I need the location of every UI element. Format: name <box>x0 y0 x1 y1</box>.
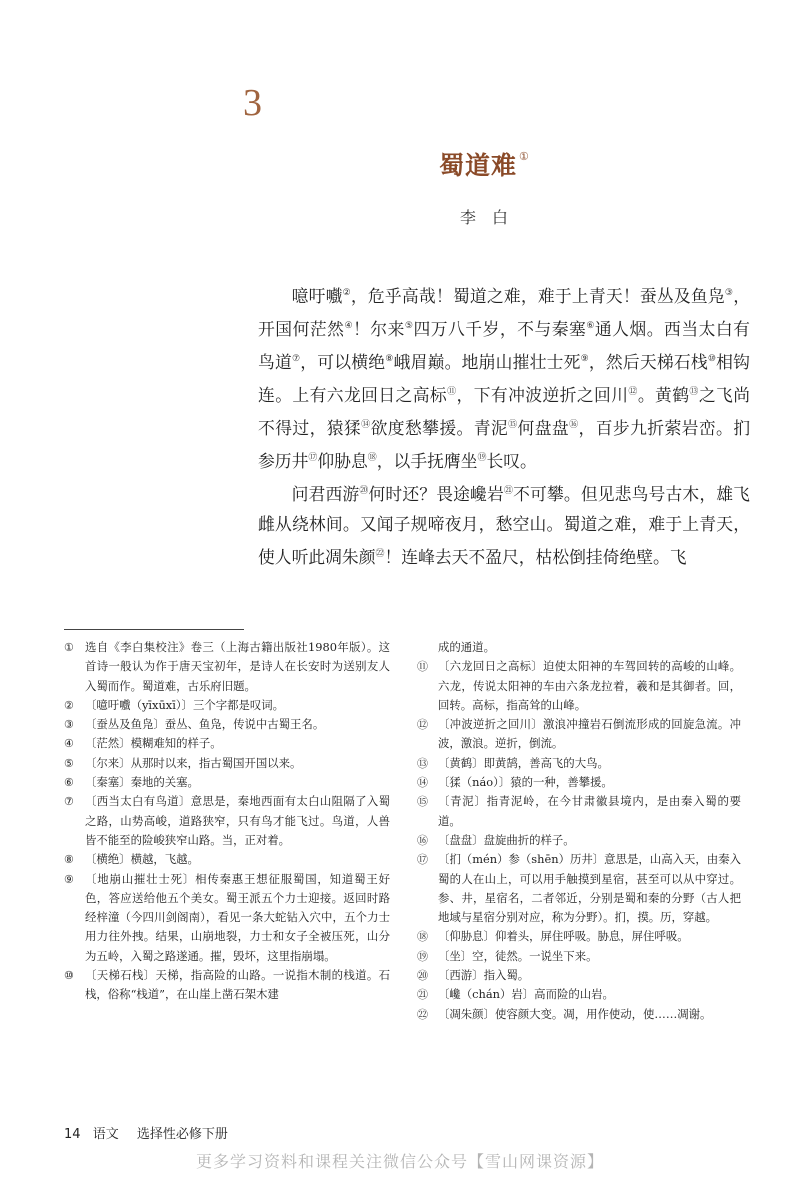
poem-text: ，可以横绝 <box>300 352 386 372</box>
poem-text: 四万八千岁，不与秦塞 <box>413 319 587 339</box>
footnote-text: 〔仰胁息〕仰着头，屏住呼吸。胁息，屏住呼吸。 <box>438 929 689 944</box>
footnotes-right-column <box>417 638 741 1024</box>
footnote-item <box>417 927 741 946</box>
footnote-item <box>417 715 741 754</box>
poem-text: 仰胁息 <box>317 451 368 471</box>
footnote-text: 〔扪（mén）参（shēn）历井〕意思是，山高入天，由秦入蜀的人在山上，可以用手触摸到星宿，甚至可以从中穿过。参、井，星宿名，二者邻近，分别是蜀和秦的分野（古人把地域与星宿分别对应，称为分野）。扪，摸。历，穿越。 <box>438 852 741 925</box>
poem-footnote-marker: ③ <box>724 288 734 298</box>
footnote-item <box>64 715 390 734</box>
title-footnote-marker: ① <box>519 150 530 163</box>
footnote-number: ㉒ <box>417 1007 428 1021</box>
footnote-item <box>64 966 390 1005</box>
poem-text: 长叹。 <box>486 451 537 471</box>
footnote-text: 选自《李白集校注》卷三（上海古籍出版社1980年版）。这首诗一般认为作于唐天宝初年，是诗人在长安时为送别友人入蜀而作。蜀道难，古乐府旧题。 <box>85 640 390 693</box>
poem-paragraph-1 <box>258 278 750 476</box>
author-name: 李白 <box>460 208 525 227</box>
footnote-item <box>417 638 741 657</box>
poem-text: ！连峰去天不盈尺，枯松倒挂倚绝壁。飞 <box>384 547 687 567</box>
footnote-number: ⑪ <box>417 660 428 674</box>
poem-footnote-marker: ⑫ <box>628 387 638 397</box>
footnote-text: 成的通道。 <box>438 640 495 654</box>
footnote-text: 〔凋朱颜〕使容颜大变。凋，用作使动，使……凋谢。 <box>438 1006 712 1021</box>
poem-text: ！尔来 <box>353 319 405 339</box>
footnote-number: ② <box>64 698 74 712</box>
page-footer <box>64 1123 228 1142</box>
footnote-text: 〔猱（náo）〕猿的一种，善攀援。 <box>438 775 613 790</box>
page-number: 14 <box>64 1127 81 1142</box>
footnote-number: ⑮ <box>417 795 428 809</box>
footnote-item <box>64 638 390 696</box>
footnote-text: 〔坐〕空，徒然。一说坐下来。 <box>438 948 598 963</box>
footnote-number: ⑰ <box>417 853 428 867</box>
poem-text: 问君西游 <box>291 484 360 504</box>
footnote-number: ⑫ <box>417 718 428 732</box>
footnotes-left-column <box>64 638 390 1005</box>
poem-footnote-marker: ⑪ <box>447 387 457 397</box>
footnote-number: ① <box>64 641 74 654</box>
footnote-text: 〔青泥〕指青泥岭，在今甘肃徽县境内，是由秦入蜀的要道。 <box>438 794 741 828</box>
poem-footnote-marker: ⑭ <box>361 420 371 430</box>
poem-footnote-marker: ㉑ <box>503 486 514 496</box>
watermark-text: 更多学习资料和课程关注微信公众号【雪山网课资源】 <box>195 1152 604 1171</box>
footnote-number: ⑩ <box>64 969 74 983</box>
footnote-item <box>64 734 390 753</box>
footnote-text: 〔秦塞〕秦地的关塞。 <box>85 775 199 790</box>
poem-text: 通人烟。西当太白有鸟道 <box>258 319 750 372</box>
footnote-item <box>417 850 741 927</box>
poem-paragraph-2 <box>258 476 750 572</box>
footnote-text: 〔巉（chán）岩〕高而险的山岩。 <box>438 987 614 1002</box>
poem-footnote-marker: ⑧ <box>385 354 394 364</box>
poem-text: ，开国何茫然 <box>258 286 750 339</box>
poem-footnote-marker: ⑩ <box>707 354 717 364</box>
footnote-item <box>417 773 741 792</box>
footnote-text: 〔盘盘〕盘旋曲折的样子。 <box>438 832 575 847</box>
footnote-item <box>417 985 741 1004</box>
poem-text: 何时还？畏途巉岩 <box>368 484 504 504</box>
poem-text: 相钩连。上有六龙回日之高标 <box>258 352 750 405</box>
poem-footnote-marker: ⑨ <box>580 354 589 364</box>
footnote-item <box>64 870 390 966</box>
footnote-text: 〔地崩山摧壮士死〕相传秦惠王想征服蜀国，知道蜀王好色，答应送给他五个美女。蜀王派五个力士迎接。返回时路经梓潼（今四川剑阁南），看见一条大蛇钻入穴中，五个力士用力往外拽。结果，山崩地裂，力士和女子全被压死，山分为五岭，入蜀之路遂通。摧，毁坏，这里指崩塌。 <box>85 871 390 963</box>
footnote-item <box>64 850 390 869</box>
footnote-number: ⑨ <box>64 872 74 886</box>
poem-body <box>258 278 750 572</box>
footnote-item <box>417 831 741 850</box>
poem-footnote-marker: ⑳ <box>359 486 369 496</box>
poem-text: ，百步九折萦岩峦。扪参历井 <box>258 418 750 471</box>
footnote-divider <box>64 629 244 630</box>
footnote-number: ⑱ <box>417 930 428 944</box>
footnote-item <box>64 773 390 792</box>
poem-text: 之飞尚不得过，猿猱 <box>258 385 750 438</box>
poem-footnote-marker: ④ <box>344 321 354 331</box>
poem-text: 噫吁嚱 <box>291 286 343 306</box>
footnote-text: 〔冲波逆折之回川〕激浪冲撞岩石倒流形成的回旋急流。冲波，激浪。逆折，倒流。 <box>438 717 741 751</box>
poem-footnote-marker: ② <box>342 288 351 298</box>
footnote-text: 〔西游〕指入蜀。 <box>438 968 530 983</box>
footnote-number: ⑦ <box>64 795 74 809</box>
poem-text: ，然后天梯石栈 <box>588 352 708 372</box>
footnote-text: 〔茫然〕模糊难知的样子。 <box>85 736 222 751</box>
footnote-text: 〔噫吁嚱（yīxūxī）〕三个字都是叹词。 <box>85 697 285 712</box>
poem-text: 峨眉巅。地崩山摧壮士死 <box>393 352 581 372</box>
footnote-item <box>417 657 741 715</box>
poem-text: 。黄鹤 <box>637 385 690 405</box>
footnote-text: 〔黄鹤〕即黄鹄，善高飞的大鸟。 <box>438 755 609 770</box>
poem-footnote-marker: ⑦ <box>292 354 301 364</box>
book-volume: 选择性必修下册 <box>136 1127 228 1142</box>
footnote-item <box>417 947 741 966</box>
poem-footnote-marker: ⑤ <box>404 321 414 331</box>
poem-text: 何盘盘 <box>517 418 570 438</box>
poem-title <box>439 146 530 182</box>
footnote-item <box>417 966 741 985</box>
footnote-number: ⑲ <box>417 949 428 963</box>
footnote-item <box>417 792 741 831</box>
chapter-number: 3 <box>243 82 262 124</box>
footnote-item <box>417 754 741 773</box>
book-subject: 语文 <box>92 1127 119 1142</box>
poem-title-text: 蜀道难 <box>439 151 518 180</box>
poem-footnote-marker: ⑲ <box>477 453 487 463</box>
footnote-text: 〔西当太白有鸟道〕意思是，秦地西面有太白山阻隔了入蜀之路，山势高峻，道路狭窄，只有鸟才能飞过。鸟道，人兽皆不能至的险峻狭窄山路。当，正对着。 <box>85 794 390 847</box>
footnote-item <box>417 1005 741 1024</box>
poem-text: 不可攀。但见悲鸟号古木，雄飞雌从绕林间。又闻子规啼夜月，愁空山。蜀道之难，难于上青天，使人听此凋朱颜 <box>258 484 750 567</box>
footnote-text: 〔六龙回日之高标〕迫使太阳神的车驾回转的高峻的山峰。六龙，传说太阳神的车由六条龙拉着，羲和是其御者。回，回转。高标，指高耸的山峰。 <box>438 659 741 712</box>
footnote-number: ⑤ <box>64 756 74 770</box>
footnote-text: 〔蚕丛及鱼凫〕蚕丛、鱼凫，传说中古蜀王名。 <box>85 717 325 732</box>
poem-footnote-marker: ⑥ <box>586 321 595 331</box>
footnote-text: 〔尔来〕从那时以来，指古蜀国开国以来。 <box>85 755 302 770</box>
poem-footnote-marker: ⑬ <box>689 387 699 397</box>
footnote-number: ⑬ <box>417 756 428 770</box>
poem-footnote-marker: ⑰ <box>308 453 318 463</box>
footnote-number: ㉑ <box>417 988 428 1002</box>
footnote-number: ⑧ <box>64 853 74 867</box>
footnote-number: ⑳ <box>417 969 428 983</box>
poem-text: 欲度愁攀援。青泥 <box>370 418 509 438</box>
poem-text: ，下有冲波逆折之回川 <box>456 385 629 405</box>
footnote-item <box>64 754 390 773</box>
footnote-text: 〔天梯石栈〕天梯，指高险的山路。一说指木制的栈道。石栈，俗称“栈道”，在山崖上凿石架木建 <box>85 968 390 1002</box>
poem-footnote-marker: ㉒ <box>375 549 385 559</box>
poem-text: ，危乎高哉！蜀道之难，难于上青天！蚕丛及鱼凫 <box>350 286 725 306</box>
footnote-number: ③ <box>64 718 74 732</box>
footnote-number: ⑯ <box>417 833 428 847</box>
footnote-number: ⑥ <box>64 776 74 790</box>
poem-footnote-marker: ⑱ <box>367 453 377 463</box>
footnote-item <box>64 792 390 850</box>
poem-text: ，以手抚膺坐 <box>376 451 478 471</box>
footnote-number: ④ <box>64 737 74 751</box>
poem-footnote-marker: ⑮ <box>508 420 518 430</box>
footnote-text: 〔横绝〕横越，飞越。 <box>85 852 199 867</box>
footnote-item <box>64 696 390 715</box>
poem-footnote-marker: ⑯ <box>569 420 579 430</box>
footnote-number: ⑭ <box>417 776 428 790</box>
